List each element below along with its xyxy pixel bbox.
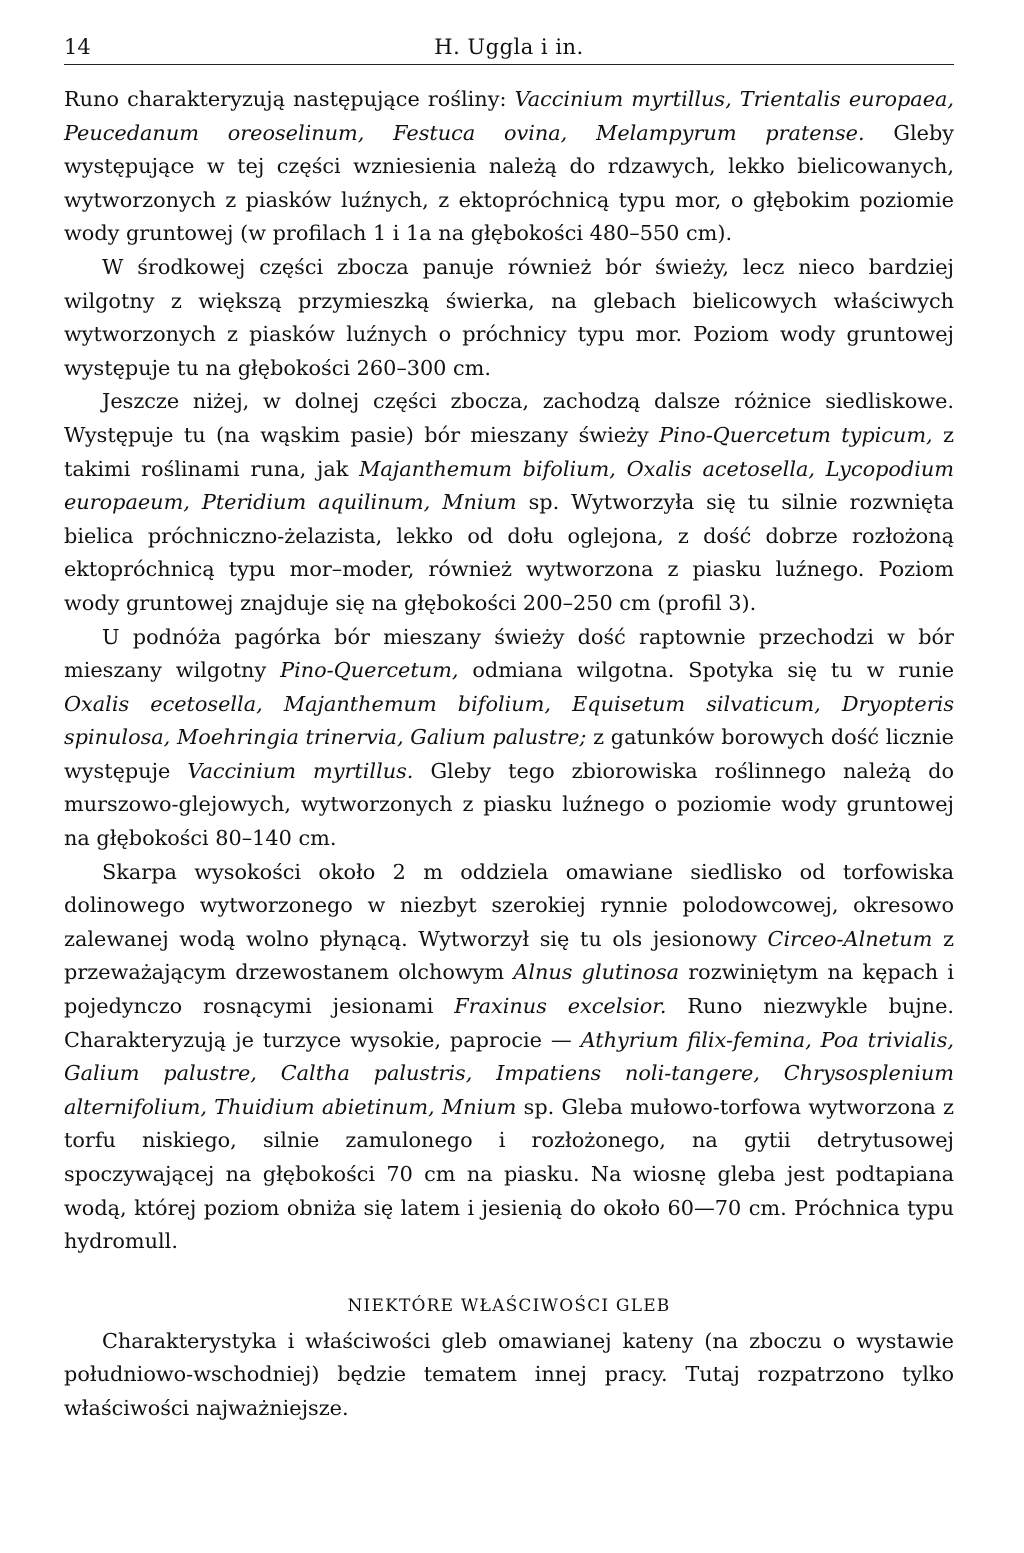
text-run: sp. Wytworzyła się tu silnie rozwnięta bielica próchniczno-żelazista, lekko od dołu oglejona, z dość dobrze rozłożoną ektopróchnicą typu mor–moder, również wytworzona z piasku luźnego. Poziom wody gruntowej znajduje się na głębokości 200–250 cm (profil 3). [64, 490, 954, 615]
page [64, 30, 954, 1426]
taxon-name: Majanthemum bifolium, Oxalis acetosella, Lycopodium europaeum, Pteridium aquilinum, Mnium [64, 456, 954, 515]
text-run: rozwiniętym na kępach i pojedynczo rosnącymi jesionami [64, 960, 954, 1019]
text-run: sp. Gleba mułowo-torfowa wytworzona z torfu niskiego, silnie zamulonego i rozłożonego, na gytii detrytusowej spoczywającej na głębokości 70 cm na piasku. Na wiosnę gleba jest podtapiana wodą, której poziom obniża się latem i jesienią do około 60—70 cm. Próchnica typu hydromull. [64, 1094, 954, 1254]
text-run: z gatunków borowych dość licznie występuje [64, 725, 954, 783]
paragraph [64, 856, 954, 1259]
paragraph [64, 83, 954, 251]
taxon-name: Vaccinium myrtillus, Trientalis europaea, Peucedanum oreoselinum, Festuca ovina, Melampyrum pratense. [64, 87, 955, 145]
taxon-name: Athyrium filix-femina, Poa trivialis, Galium palustre, Caltha palustris, Impatiens noli-tangere, Chrysosplenium alternifolium, Thuidium abietinum, Mnium [64, 1027, 954, 1119]
running-header [64, 30, 954, 65]
text-run: W środkowej części zbocza panuje również bór świeży, lecz nieco bardziej wilgotny z większą przymieszką świerka, na glebach bielicowych właściwych wytworzonych z piasków luźnych o próchnicy typu mor. Poziom wody gruntowej występuje tu na głębokości 260–300 cm. [64, 254, 954, 380]
body-text [64, 83, 954, 1426]
paragraph [64, 621, 954, 856]
text-run: Gleby tego zbiorowiska roślinnego należą do murszowo-glejowych, wytworzonych z piasku luźnego o poziomie wody gruntowej na głębokości 80–140 cm. [64, 758, 954, 851]
taxon-name: Alnus glutinosa [513, 960, 680, 985]
taxon-name: Oxalis ecetosella, Majanthemum bifolium, Equisetum silvaticum, Dryopteris spinulosa, Moehringia trinervia, Galium palustre; [64, 691, 954, 750]
running-title: H. Uggla i in. [434, 35, 584, 59]
section-heading: NIEKTÓRE WŁAŚCIWOŚCI GLEB [347, 1295, 671, 1316]
paragraph [64, 251, 954, 385]
text-run: odmiana wilgotna. Spotyka się tu w runie [458, 658, 954, 683]
paragraph [64, 385, 954, 620]
taxon-name: Circeo-Alnetum [767, 926, 933, 951]
taxon-name: Vaccinium myrtillus. [187, 758, 414, 783]
text-run: Runo niezwykle bujne. Charakteryzują je turzyce wysokie, paprocie — [64, 994, 954, 1052]
section-paragraph: Charakterystyka i właściwości gleb omawianej kateny (na zboczu o wystawie południowo-wschodniej) będzie tematem innej pracy. Tutaj rozpatrzono tylko właściwości najważniejsze. [64, 1328, 954, 1420]
text-run: Skarpa wysokości około 2 m oddziela omawiane siedlisko od torfowiska dolinowego wytworzonego w niezbyt szerokiej rynnie polodowcowej, okresowo zalewanej wodą wolno płynącą. Wytworzył się tu ols jesionowy [64, 859, 954, 951]
taxon-name: Fraxinus excelsior. [454, 994, 667, 1019]
taxon-name: Pino-Quercetum, [280, 658, 459, 683]
text-run: U podnóża pagórka bór mieszany świeży dość raptownie przechodzi w bór mieszany wilgotny [64, 624, 954, 683]
text-run: Runo charakteryzują następujące rośliny: [64, 87, 515, 111]
page-number: 14 [64, 35, 91, 59]
text-run: Jeszcze niżej, w dolnej części zbocza, zachodzą dalsze różnice siedliskowe. Występuje tu (na wąskim pasie) bór mieszany świeży [64, 389, 954, 447]
text-run: Gleby występujące w tej części wzniesienia należą do rdzawych, lekko bielicowanych, wytworzonych z piasków luźnych, z ektopróchnicą typu mor, o głębokim poziomie wody gruntowej (w profilach 1 i 1a na głębokości 480–550 cm). [64, 120, 954, 246]
text-run: z przeważającym drzewostanem olchowym [64, 926, 954, 985]
text-run: z takimi roślinami runa, jak [64, 422, 954, 481]
taxon-name: Pino-Quercetum typicum, [659, 422, 933, 447]
